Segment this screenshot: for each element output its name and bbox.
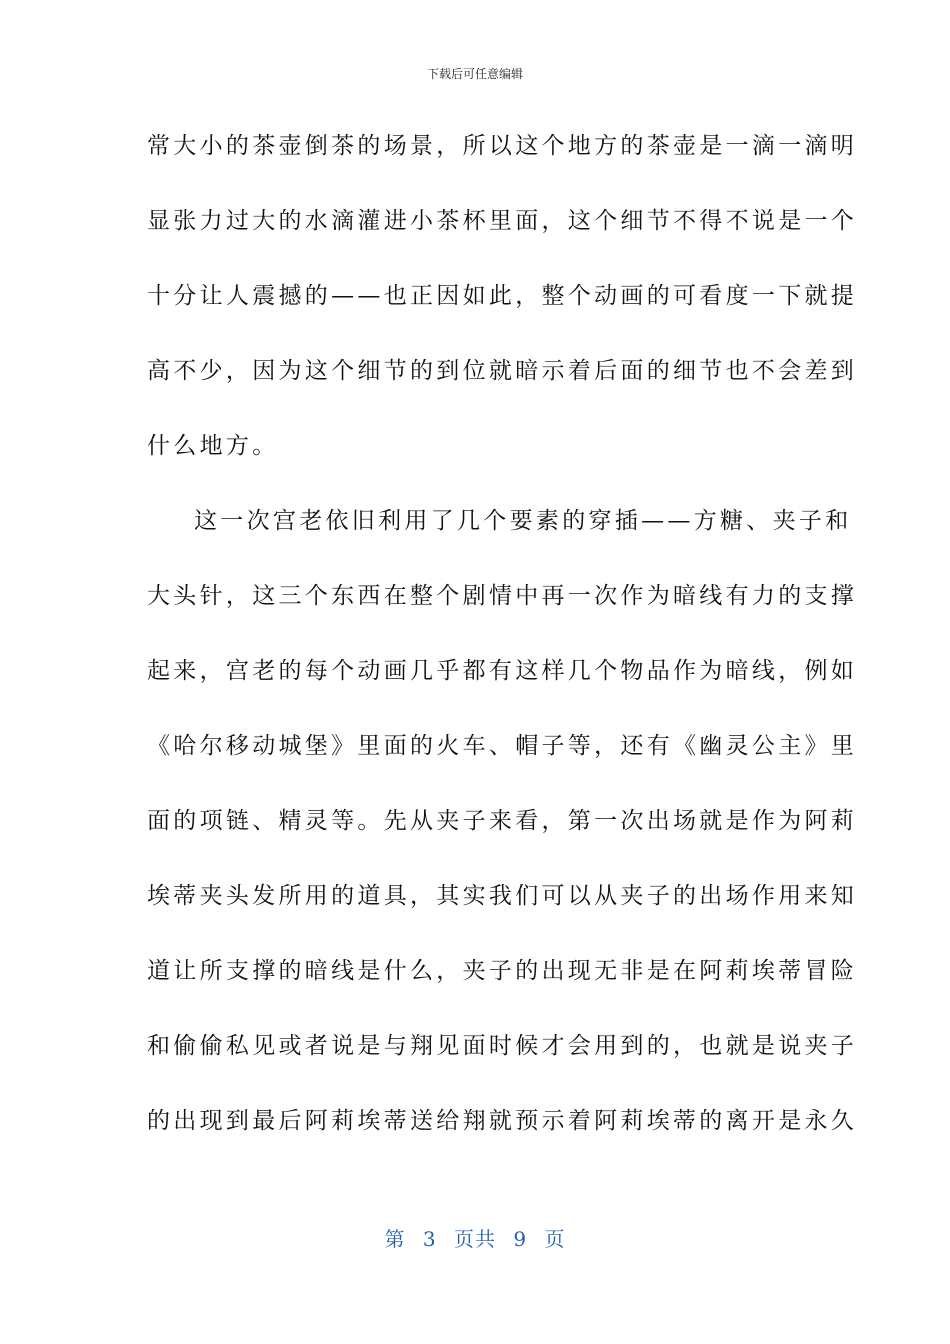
text-line: 什么地方。 [147, 433, 279, 459]
page-footer [0, 1226, 950, 1252]
text-line: 高不少，因为这个细节的到位就暗示着后面的细节也不会差到 [147, 358, 858, 384]
text-line: 常大小的茶壶倒茶的场景，所以这个地方的茶壶是一滴一滴明 [147, 133, 858, 159]
current-page-number: 3 [422, 1227, 437, 1251]
page-header: 下载后可任意编辑 [426, 67, 523, 81]
text-line-indented: 这一次宫老依旧利用了几个要素的穿插——方糖、夹子和 [194, 508, 852, 534]
text-line: 大头针，这三个东西在整个剧情中再一次作为暗线有力的支撑 [147, 583, 858, 609]
text-line: 显张力过大的水滴灌进小茶杯里面，这个细节不得不说是一个 [147, 208, 858, 234]
footer-suffix: 页 [544, 1227, 566, 1251]
text-line: 起来，宫老的每个动画几乎都有这样几个物品作为暗线，例如 [147, 658, 858, 684]
text-line: 面的项链、精灵等。先从夹子来看，第一次出场就是作为阿莉 [147, 808, 858, 834]
total-pages-number: 9 [513, 1227, 528, 1251]
text-line: 道让所支撑的暗线是什么，夹子的出现无非是在阿莉埃蒂冒险 [147, 958, 858, 984]
text-line: 《哈尔移动城堡》里面的火车、帽子等，还有《幽灵公主》里 [147, 733, 858, 759]
footer-middle: 页共 [454, 1227, 496, 1251]
text-line: 的出现到最后阿莉埃蒂送给翔就预示着阿莉埃蒂的离开是永久 [147, 1108, 858, 1134]
text-line: 十分让人震撼的——也正因如此，整个动画的可看度一下就提 [147, 283, 858, 309]
text-line: 和偷偷私见或者说是与翔见面时候才会用到的，也就是说夹子 [147, 1033, 858, 1059]
text-line: 埃蒂夹头发所用的道具，其实我们可以从夹子的出场作用来知 [147, 883, 858, 909]
footer-prefix: 第 [384, 1227, 406, 1251]
